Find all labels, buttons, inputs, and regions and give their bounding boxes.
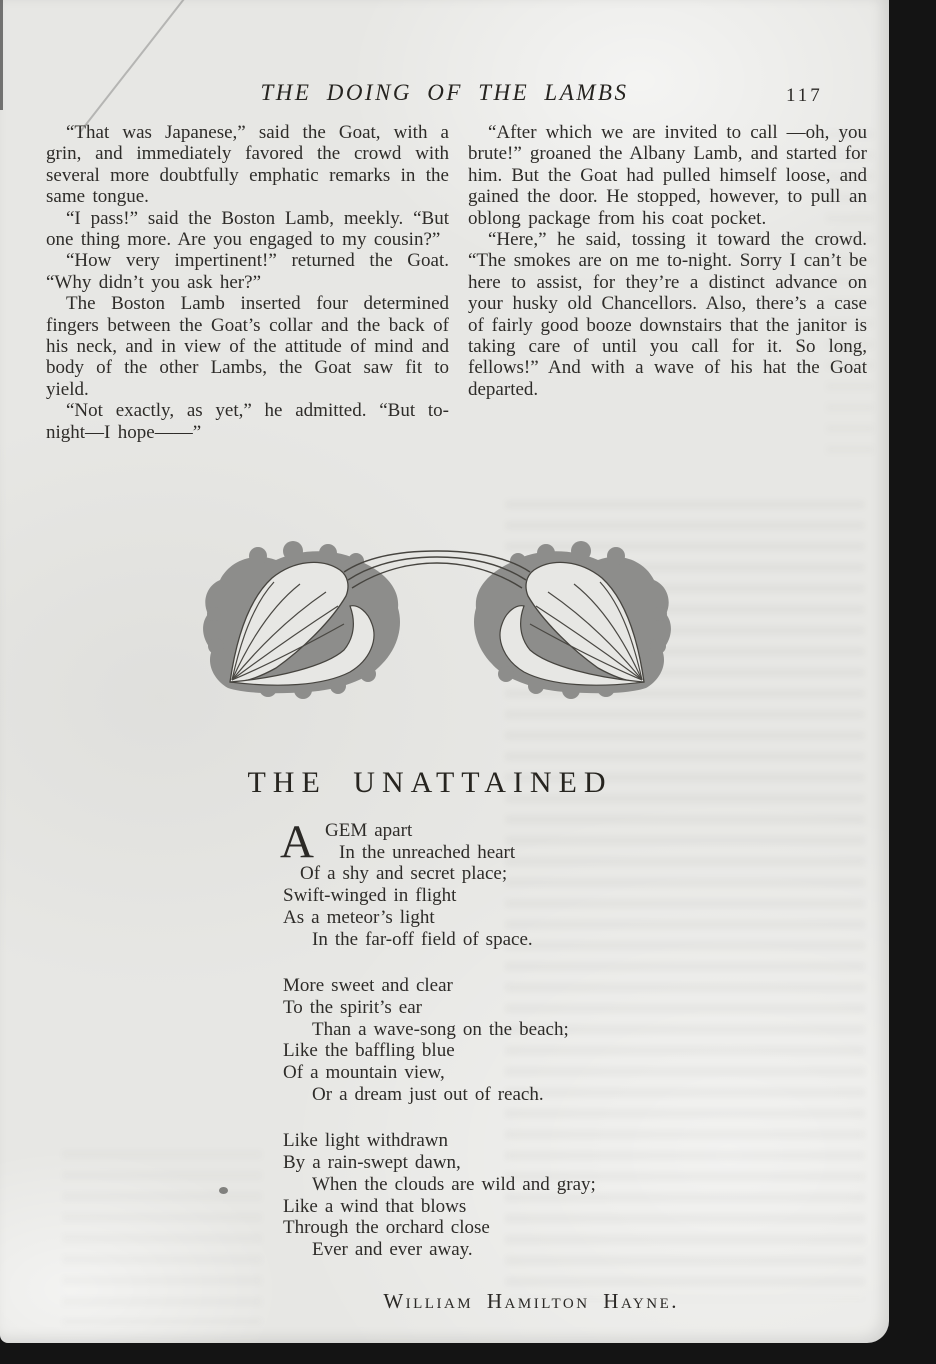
poem-stanza-1 [280,816,689,950]
poem-line: Swift-winged in flight [283,885,457,907]
right-column [468,122,867,400]
poem-stanza-2 [283,975,689,1105]
poem-line: Than a wave-song on the beach; [312,1018,569,1040]
poem-line: To the spirit’s ear [283,996,423,1018]
poem-line: Through the orchard close [283,1217,490,1239]
paragraph: “Here,” he said, tossing it toward the crowd. “The smokes are on me to-night. Sorry I can’t be here to assist, for they’re a distinct advance on your husky old Chancellors. Also, there’s a case of fairly good booze downstairs that the janitor is taking care of until you call for it. So long, fellows!” And with a wave of his hat the Goat departed. [468,229,867,400]
poem-title: THE UNATTAINED [247,766,613,799]
poem-line: Of a shy and secret place; [300,863,508,885]
paragraph: “I pass!” said the Boston Lamb, meekly. “But one thing more. Are you engaged to my cousin?” [46,207,449,251]
running-head [0,80,889,110]
page-bleedthrough-artifact [62,1150,262,1325]
poem-line: Ever and ever away. [312,1238,473,1260]
paragraph: “That was Japanese,” said the Goat, with a grin, and immediately favored the crowd with several more doubtfully emphatic remarks in the same tongue. [46,122,449,208]
poem-line: Of a mountain view, [283,1062,445,1084]
poem-line: Or a dream just out of reach. [312,1083,544,1105]
poem-line: More sweet and clear [283,975,453,997]
left-column [46,122,449,443]
art-nouveau-ornament [198,540,676,705]
poem-author: William Hamilton Hayne. [383,1288,679,1313]
poem-line: Like the baffling blue [283,1040,455,1062]
poem [280,816,689,1314]
poem-line: In the unreached heart [339,841,516,863]
poem-line: Like a wind that blows [283,1195,467,1217]
poem-line: Like light withdrawn [283,1130,448,1152]
drop-cap: A [280,816,314,868]
poem-line: As a meteor’s light [283,906,435,928]
scan-scratch-artifact [79,0,197,133]
running-header-title: THE DOING OF THE LAMBS [260,80,629,105]
page-number: 117 [786,85,823,106]
paragraph: The Boston Lamb inserted four determined fingers between the Goat’s collar and the back of his neck, and in view of the attitude of mind and body of the other Lambs, the Goat saw fit to yield. [46,293,449,400]
poem-line: When the clouds are wild and gray; [312,1173,596,1195]
ink-spot-artifact [219,1187,228,1194]
paragraph: “How very impertinent!” returned the Goat. “Why didn’t you ask her?” [46,250,449,293]
paragraph: “After which we are invited to call —oh, you brute!” groaned the Albany Lamb, and started for him. But the Goat had pulled himself loose, and gained the door. He stopped, however, to pull an oblong package from his coat pocket. [468,122,867,229]
poem-line: By a rain-swept dawn, [283,1152,461,1174]
poem-line: In the far-off field of space. [312,928,533,950]
poem-stanza-3 [283,1130,689,1260]
paragraph: “Not exactly, as yet,” he admitted. “But to-night—I hope——” [46,400,449,443]
poem-line: GEM apart [325,820,413,841]
